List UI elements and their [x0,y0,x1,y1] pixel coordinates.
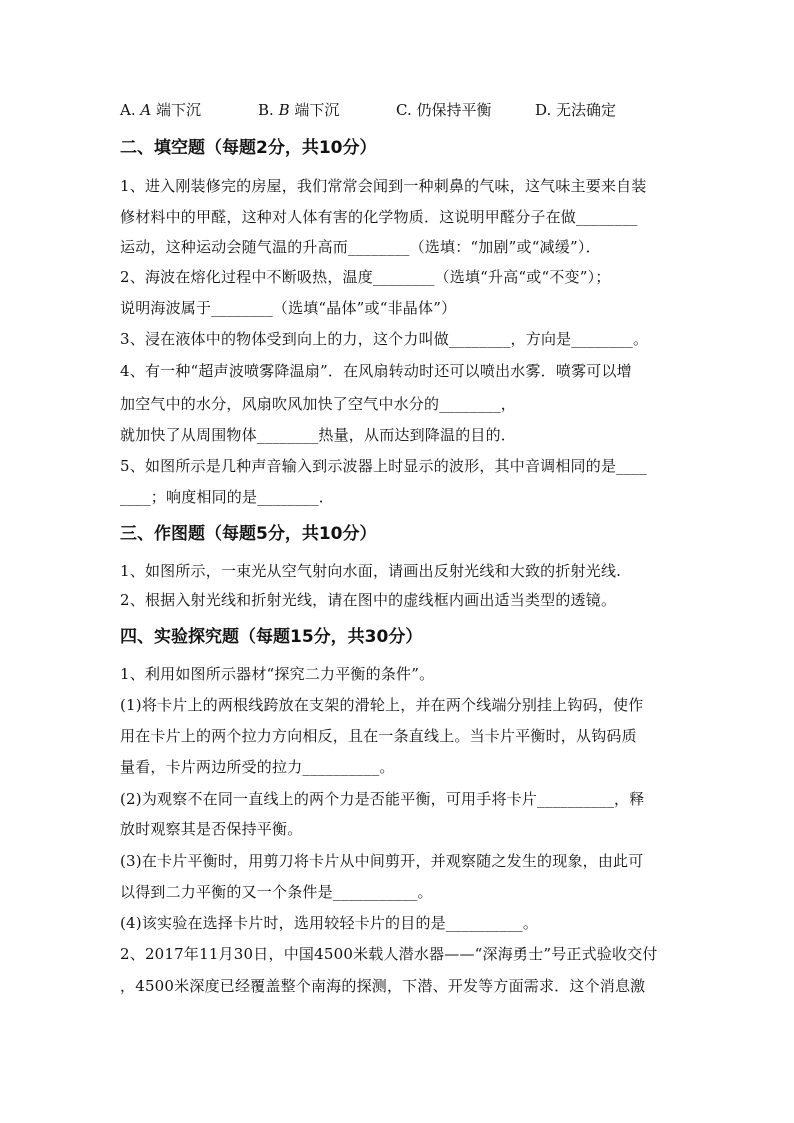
section-2-line: ____；响度相同的是________． [120,488,335,506]
section-2-title: 二、填空题（每题2分，共10分） [120,138,377,158]
section-3-line: 2、根据入射光线和折射光线，请在图中的虚线框内画出适当类型的透镜。 [120,591,617,609]
section-2-line: 3、浸在液体中的物体受到向上的力，这个力叫做________，方向是________。 [120,330,649,348]
section-2-line: 1、进入刚装修完的房屋，我们常常会闻到一种刺鼻的气味，这气味主要来自装 [120,177,647,195]
section-4-line: 量看，卡片两边所受的拉力__________。 [120,758,395,776]
section-4-line: 用在卡片上的两个拉力方向相反，且在一条直线上。当卡片平衡时，从钩码质 [120,727,637,745]
section-2-line: 运动，这种运动会随气温的升高而________（选填：“加剧”或“减缓”）． [120,238,601,256]
section-2-line: 5、如图所示是几种声音输入到示波器上时显示的波形，其中音调相同的是____ [120,457,647,475]
section-4-line: 以得到二力平衡的又一个条件是___________。 [120,883,433,901]
section-4-line: ，4500米深度已经覆盖整个南海的探测，下潜、开发等方面需求．这个消息激 [120,977,646,995]
option-a-text: 端下沉 [151,101,201,119]
option-c: C. 仍保持平衡 [396,101,492,119]
option-d: D. 无法确定 [535,101,617,119]
section-2-line: 说明海波属于________（选填“晶体”或“非晶体”） [120,299,457,317]
option-b-prefix: B. [258,101,279,119]
option-b-text: 端下沉 [289,101,340,119]
section-4-line: 放时观察其是否保持平衡。 [120,820,303,838]
section-4-line: (2)为观察不在同一直线上的两个力是否能平衡，可用手将卡片__________，释 [120,790,645,808]
option-a [120,100,201,120]
section-4-title: 四、实验探究题（每题15分，共30分） [120,627,423,647]
section-4-line: (1)将卡片上的两根线跨放在支架的滑轮上，并在两个线端分别挂上钩码，使作 [120,696,644,714]
option-a-letter: A [140,101,152,119]
section-4-line: 2、2017年11月30日，中国4500米载人潜水器——“深海勇士”号正式验收交付 [120,945,658,963]
section-2-line: 加空气中的水分，风扇吹风加快了空气中水分的________， [120,395,517,413]
section-2-line: 2、海波在熔化过程中不断吸热，温度________（选填“升高“或“不变”）； [120,268,611,286]
section-4-line: (3)在卡片平衡时，用剪刀将卡片从中间剪开，并观察随之发生的现象，由此可 [120,852,644,870]
section-2-line: 就加快了从周围物体________热量，从而达到降温的目的． [120,426,517,444]
section-2-line: 4、有一种“超声波喷雾降温扇”．在风扇转动时还可以喷出水雾．喷雾可以增 [120,362,632,380]
section-4-line: (4)该实验在选择卡片时，选用较轻卡片的目的是__________。 [120,914,539,932]
section-2-line: 修材料中的甲醛，这种对人体有害的化学物质．这说明甲醛分子在做________ [120,208,638,226]
section-3-title: 三、作图题（每题5分，共10分） [120,524,377,544]
option-b [258,100,339,120]
option-a-prefix: A. [120,101,141,119]
section-3-line: 1、如图所示，一束光从空气射向水面，请画出反射光线和大致的折射光线. [120,562,622,580]
section-4-line: 1、利用如图所示器材“探究二力平衡的条件”。 [120,665,435,683]
option-b-letter: B [278,101,290,119]
